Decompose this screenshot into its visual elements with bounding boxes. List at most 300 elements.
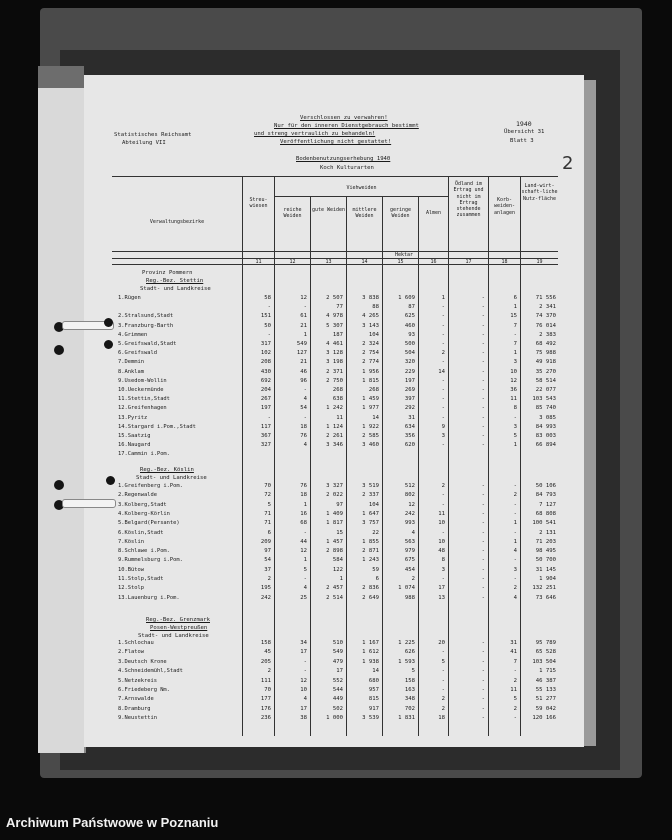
district-name: 4.Kolberg-Körlin (118, 510, 170, 517)
col-num: 12 (289, 259, 296, 265)
district-name: 13.Lauenburg i.Pom. (118, 594, 180, 601)
table-cell: - (513, 557, 517, 564)
table-cell: 176 (260, 705, 271, 712)
table-cell: - (481, 649, 485, 656)
table-cell: 3 (441, 433, 445, 439)
table-cell: 22 (372, 529, 379, 536)
table-cell: 9 (441, 423, 445, 430)
table-cell: 59 042 (535, 705, 556, 712)
table-cell: 1 (513, 520, 517, 527)
binder-clip (62, 499, 116, 508)
col-header-landwirtschaftliche: Land-wirt-schaft-liche Nutz-fläche (521, 183, 558, 202)
table-cell: 177 (260, 696, 271, 703)
table-cell: 70 (264, 483, 271, 489)
table-cell: 104 (368, 501, 379, 508)
table-cell: 2 (513, 677, 517, 684)
table-cell: - (303, 414, 307, 421)
col-header-viehweiden: Viehweiden (346, 185, 377, 191)
col-header-mittlere: mittlere Weiden (352, 207, 377, 220)
table-cell: 59 (372, 566, 379, 573)
table-cell: 12 (408, 501, 415, 508)
table-cell: 88 (372, 304, 379, 311)
table-cell: 50 (264, 322, 271, 329)
district-name: 5.Greifswald,Stadt (118, 341, 177, 347)
table-cell: 1 956 (362, 368, 379, 375)
table-cell: 2 457 (326, 585, 343, 592)
table-cell: 21 (300, 359, 307, 366)
table-cell: - (481, 715, 485, 722)
table-cell: - (481, 387, 485, 393)
handwritten-page-number: 2 (562, 153, 574, 174)
table-cell: - (481, 501, 485, 508)
table-cell: 5 (303, 566, 307, 573)
col-header-reiche: reiche Weiden (283, 207, 302, 220)
table-cell: - (441, 492, 445, 499)
unit-label: Hektar (394, 252, 414, 258)
table-row (84, 596, 584, 606)
table-cell: 76 014 (535, 322, 556, 329)
table-cell: 327 (260, 442, 271, 449)
table-cell: 12 (300, 548, 307, 555)
col-num: 19 (536, 259, 543, 265)
binder-hole (54, 480, 64, 490)
table-cell: 55 133 (535, 687, 556, 693)
table-cell: 54 (300, 405, 307, 412)
district-name: 14.Stargard i.Pom.,Stadt (118, 423, 196, 430)
table-cell: 12 (510, 377, 517, 384)
district-name: 6.Friedeberg Nm. (118, 687, 170, 693)
table-unit-rule (112, 251, 558, 252)
table-cell: 83 003 (535, 433, 556, 439)
table-cell: 1 (303, 557, 307, 564)
table-cell: 5 (411, 668, 415, 675)
table-cell: 1 593 (398, 658, 415, 665)
table-cell: 2 507 (326, 295, 343, 301)
table-cell: 1 (339, 576, 343, 582)
table-cell: - (481, 640, 485, 646)
table-cell: 7 (513, 341, 517, 347)
col-num: 13 (325, 259, 332, 265)
table-cell: - (441, 359, 445, 366)
table-cell: 84 793 (535, 492, 556, 499)
table-cell: 802 (404, 492, 415, 499)
table-cell: 84 993 (535, 423, 556, 430)
col-header-district: Verwaltungsbezirke (149, 219, 205, 225)
table-cell: 10 (510, 368, 517, 375)
district-name: 2.Regenwalde (118, 492, 157, 499)
table-cell: 3 519 (362, 483, 379, 489)
district-name: 3.Franzburg-Barth (118, 322, 174, 329)
table-cell: 367 (260, 433, 271, 439)
district-name: 6.Köslin,Stadt (118, 529, 164, 536)
table-cell: 163 (404, 687, 415, 693)
survey-title: Bodenbenutzungserhebung 1940 (296, 156, 391, 162)
table-cell: - (441, 668, 445, 675)
table-cell: - (513, 529, 517, 536)
table-cell: 68 (300, 520, 307, 527)
table-cell: - (441, 649, 445, 656)
table-cell: 2 131 (539, 529, 556, 536)
table-cell: 1 831 (398, 715, 415, 722)
table-cell: 2 754 (362, 350, 379, 357)
table-cell: 268 (332, 387, 343, 393)
table-cell: 1 (441, 295, 445, 301)
table-cell: 1 (303, 501, 307, 508)
table-cell: 6 (267, 529, 271, 536)
table-cell: 3 757 (362, 520, 379, 527)
table-cell: 76 (300, 433, 307, 439)
table-cell: 5 (513, 433, 517, 439)
table-cell: 242 (404, 510, 415, 517)
table-cell: 544 (332, 687, 343, 693)
table-cell: 74 370 (535, 313, 556, 320)
district-name: 10.Bütow (118, 566, 144, 573)
notice-line-2: Nur für den inneren Dienstgebrauch bestimmt (274, 123, 419, 129)
table-cell: 197 (404, 377, 415, 384)
table-cell: 72 (264, 492, 271, 499)
table-cell: 2 383 (539, 331, 556, 338)
table-cell: 93 (408, 331, 415, 338)
table-cell: 2 337 (362, 492, 379, 499)
notice-line-3: und streng vertraulich zu behandeln! (254, 131, 376, 137)
table-cell: 197 (260, 405, 271, 412)
district-name: 1.Rügen (118, 295, 141, 301)
table-cell: - (441, 313, 445, 320)
survey-subtitle: Koch Kulturarten (320, 165, 374, 171)
table-cell: 2 (441, 483, 445, 489)
table-cell: - (513, 331, 517, 338)
department: Abteilung VII (122, 140, 166, 146)
table-cell: - (267, 414, 271, 421)
table-cell: 2 871 (362, 548, 379, 555)
table-cell: 7 127 (539, 501, 556, 508)
table-cell: 38 (300, 715, 307, 722)
table-cell: 34 (300, 640, 307, 646)
table-cell: 2 514 (326, 594, 343, 601)
table-cell: 117 (260, 423, 271, 430)
table-cell: - (441, 304, 445, 311)
table-cell: - (481, 423, 485, 430)
district-name: 15.Saatzig (118, 433, 151, 439)
table-cell: - (267, 304, 271, 311)
table-cell: - (481, 705, 485, 712)
table-cell: - (303, 387, 307, 393)
table-cell: 993 (404, 520, 415, 527)
district-name: 4.Grimmen (118, 331, 148, 338)
table-cell: 209 (260, 538, 271, 545)
table-cell: 71 203 (535, 538, 556, 545)
district-name: 12.Greifenhagen (118, 405, 167, 412)
table-cell: 8 (441, 557, 445, 564)
table-cell: 12 (300, 295, 307, 301)
table-cell: 2 (513, 585, 517, 592)
table-cell: - (481, 350, 485, 357)
table-cell: - (481, 414, 485, 421)
table-cell: 1 409 (326, 510, 343, 517)
table-cell: 620 (404, 442, 415, 449)
table-cell: 317 (260, 341, 271, 347)
district-name: 3.Deutsch Krone (118, 658, 167, 665)
table-cell: 1 (513, 538, 517, 545)
table-cell: - (513, 501, 517, 508)
table-cell: 1 242 (326, 405, 343, 412)
table-cell: 48 (438, 548, 445, 555)
table-cell: 103 543 (532, 396, 556, 403)
table-cell: - (303, 658, 307, 665)
table-cell: 1 (513, 350, 517, 357)
table-cell: 2 585 (362, 433, 379, 439)
table-cell: 5 (513, 696, 517, 703)
district-name: 9.Usedom-Wollin (118, 377, 167, 384)
table-cell: 1 000 (326, 715, 343, 722)
table-cell: 50 106 (535, 483, 556, 489)
table-cell: 510 (332, 640, 343, 646)
table-cell: 31 145 (535, 566, 556, 573)
table-cell: 11 (336, 414, 343, 421)
section-grenzmark-sub: Stadt- und Landkreise (138, 633, 209, 639)
table-cell: 2 371 (326, 368, 343, 375)
table-cell: - (481, 359, 485, 366)
table-cell: 626 (404, 649, 415, 656)
table-cell: 31 (510, 640, 517, 646)
table-cell: - (441, 529, 445, 536)
table-cell: 71 556 (535, 295, 556, 301)
table-cell: 979 (404, 548, 415, 555)
table-cell: 1 074 (398, 585, 415, 592)
table-cell: 18 (438, 715, 445, 722)
table-cell: - (481, 433, 485, 439)
table-cell: 87 (408, 304, 415, 311)
table-cell: 208 (260, 359, 271, 366)
table-cell: - (481, 295, 485, 301)
table-cell: - (303, 576, 307, 582)
table-cell: 4 461 (326, 341, 343, 347)
table-cell: 73 646 (535, 594, 556, 601)
col-num: 17 (465, 259, 472, 265)
table-cell: 348 (404, 696, 415, 703)
section-grenzmark-2: Posen-Westpreußen (150, 625, 208, 631)
table-cell: 2 (411, 576, 415, 582)
table-cell: 66 894 (535, 442, 556, 449)
col-num: 18 (501, 259, 508, 265)
table-cell: - (441, 396, 445, 403)
table-cell: 2 (441, 696, 445, 703)
table-cell: 638 (332, 396, 343, 403)
table-cell: 268 (368, 387, 379, 393)
notice-line-1: Verschlossen zu verwahren! (300, 115, 388, 121)
table-cell: 2 (513, 492, 517, 499)
table-cell: 205 (260, 658, 271, 665)
district-name: 8.Dramburg (118, 705, 151, 712)
table-cell: 3 085 (539, 414, 556, 421)
district-name: 8.Anklam (118, 368, 144, 375)
table-cell: 44 (300, 538, 307, 545)
table-cell: 397 (404, 396, 415, 403)
table-cell: - (481, 304, 485, 311)
table-cell: - (303, 304, 307, 311)
district-name: 1.Schlochau (118, 640, 154, 646)
year: 1940 (516, 120, 532, 128)
table-cell: 267 (260, 396, 271, 403)
table-cell: 75 988 (535, 350, 556, 357)
col-header-gute: gute Weiden (311, 207, 346, 213)
table-cell: - (441, 414, 445, 421)
table-cell: 97 (336, 501, 343, 508)
table-cell: 17 (300, 649, 307, 656)
table-cell: 269 (404, 387, 415, 393)
table-cell: 502 (332, 705, 343, 712)
table-cell: 957 (368, 687, 379, 693)
table-cell: 2 (267, 576, 271, 582)
binder-hole (106, 476, 115, 485)
table-cell: 18 (300, 492, 307, 499)
table-cell: 77 (336, 304, 343, 311)
table-cell: 36 (510, 387, 517, 393)
table-cell: - (441, 576, 445, 582)
table-cell: 51 277 (535, 696, 556, 703)
table-cell: - (481, 322, 485, 329)
table-cell: 1 817 (326, 520, 343, 527)
table-cell: 71 (264, 510, 271, 517)
table-cell: - (267, 331, 271, 338)
table-cell: 50 700 (535, 557, 556, 564)
table-cell: 356 (404, 433, 415, 439)
table-cell: 4 (411, 529, 415, 536)
table-cell: 127 (296, 350, 307, 357)
table-cell: 6 (375, 576, 379, 582)
table-cell: 70 (264, 687, 271, 693)
district-name: 9.Rummelsburg i.Pom. (118, 557, 183, 564)
table-cell: 3 198 (326, 359, 343, 366)
table-cell: 49 918 (535, 359, 556, 366)
col-num: 14 (361, 259, 368, 265)
section-stettin: Reg.-Bez. Stettin (146, 278, 204, 284)
table-cell: 449 (332, 696, 343, 703)
table-cell: 31 (408, 414, 415, 421)
sheet-no: Blatt 3 (510, 138, 534, 144)
table-cell: 1 715 (539, 668, 556, 675)
table-cell: - (513, 414, 517, 421)
table-cell: - (481, 368, 485, 375)
col-header-almen: Almen (425, 210, 442, 216)
table-cell: - (481, 377, 485, 384)
table-cell: 37 (264, 566, 271, 573)
col-num: 16 (430, 259, 437, 265)
table-cell: 13 (438, 594, 445, 601)
table-cell: 151 (260, 313, 271, 320)
section-koeslin-sub: Stadt- und Landkreise (136, 475, 207, 481)
table-cell: 68 808 (535, 510, 556, 517)
table-cell: 1 457 (326, 538, 343, 545)
table-cell: 103 504 (532, 658, 556, 665)
table-cell: 454 (404, 566, 415, 573)
table-cell: 120 166 (532, 715, 556, 722)
table-cell: 102 (260, 350, 271, 357)
table-cell: - (481, 396, 485, 403)
table-cell: 46 (300, 368, 307, 375)
col-num: 15 (397, 259, 404, 265)
table-cell: - (481, 677, 485, 684)
binder-hole (104, 318, 113, 327)
district-name: 11.Stolp,Stadt (118, 576, 164, 582)
table-cell: 988 (404, 594, 415, 601)
table-cell: 1 922 (362, 423, 379, 430)
table-cell: 3 327 (326, 483, 343, 489)
table-cell: 2 750 (326, 377, 343, 384)
table-cell: 1 124 (326, 423, 343, 430)
table-cell: 1 855 (362, 538, 379, 545)
table-cell: - (513, 510, 517, 517)
district-name: 11.Stettin,Stadt (118, 396, 170, 403)
section-stettin-sub: Stadt- und Landkreise (140, 286, 211, 292)
table-cell: 35 270 (535, 368, 556, 375)
table-cell: 4 (303, 396, 307, 403)
table-cell: - (481, 585, 485, 592)
table-cell: 549 (296, 341, 307, 347)
table-cell: 41 (510, 649, 517, 656)
table-cell: 479 (332, 658, 343, 665)
col-header-streuwiesen: Streu-wiesen (249, 197, 268, 210)
table-cell: - (481, 313, 485, 320)
table-cell: - (481, 492, 485, 499)
table-cell: 675 (404, 557, 415, 564)
table-cell: 4 (303, 442, 307, 449)
district-name: 17.Cammin i.Pom. (118, 451, 170, 458)
table-cell: - (481, 510, 485, 517)
section-koeslin: Reg.-Bez. Köslin (140, 467, 194, 473)
table-cell: 195 (260, 585, 271, 592)
table-cell: 3 143 (362, 322, 379, 329)
district-name: 2.Stralsund,Stadt (118, 313, 174, 320)
table-cell: 97 (264, 548, 271, 555)
office-name: Statistisches Reichsamt (114, 132, 192, 138)
table-cell: 111 (260, 677, 271, 684)
table-cell: 3 (513, 359, 517, 366)
table-cell: 512 (404, 483, 415, 489)
binder-hole (104, 340, 113, 349)
table-cell: 5 (267, 501, 271, 508)
table-cell: - (481, 529, 485, 536)
table-cell: 16 (300, 510, 307, 517)
col-header-geringe: geringe Weiden (389, 207, 412, 220)
table-cell: 292 (404, 405, 415, 412)
table-cell: 1 243 (362, 557, 379, 564)
table-cell: 625 (404, 313, 415, 320)
table-cell: 14 (372, 668, 379, 675)
table-cell: - (481, 658, 485, 665)
table-cell: 430 (260, 368, 271, 375)
viehweiden-rule (274, 196, 448, 197)
table-cell: 11 (510, 687, 517, 693)
district-name: 8.Schlawe i.Pom. (118, 548, 170, 555)
table-cell: 460 (404, 322, 415, 329)
table-cell: 2 649 (362, 594, 379, 601)
table-cell: 917 (368, 705, 379, 712)
district-name: 10.Ueckermünde (118, 387, 164, 393)
table-cell: 4 (513, 548, 517, 555)
table-cell: - (441, 341, 445, 347)
table-cell: - (441, 677, 445, 684)
table-cell: 2 898 (326, 548, 343, 555)
table-cell: - (481, 557, 485, 564)
table-cell: 17 (438, 585, 445, 592)
table-cell: 7 (513, 658, 517, 665)
district-name: 12.Stolp (118, 585, 144, 592)
table-cell: - (441, 331, 445, 338)
district-name: 2.Flatow (118, 649, 144, 656)
table-cell: 45 (264, 649, 271, 656)
table-cell: 634 (404, 423, 415, 430)
